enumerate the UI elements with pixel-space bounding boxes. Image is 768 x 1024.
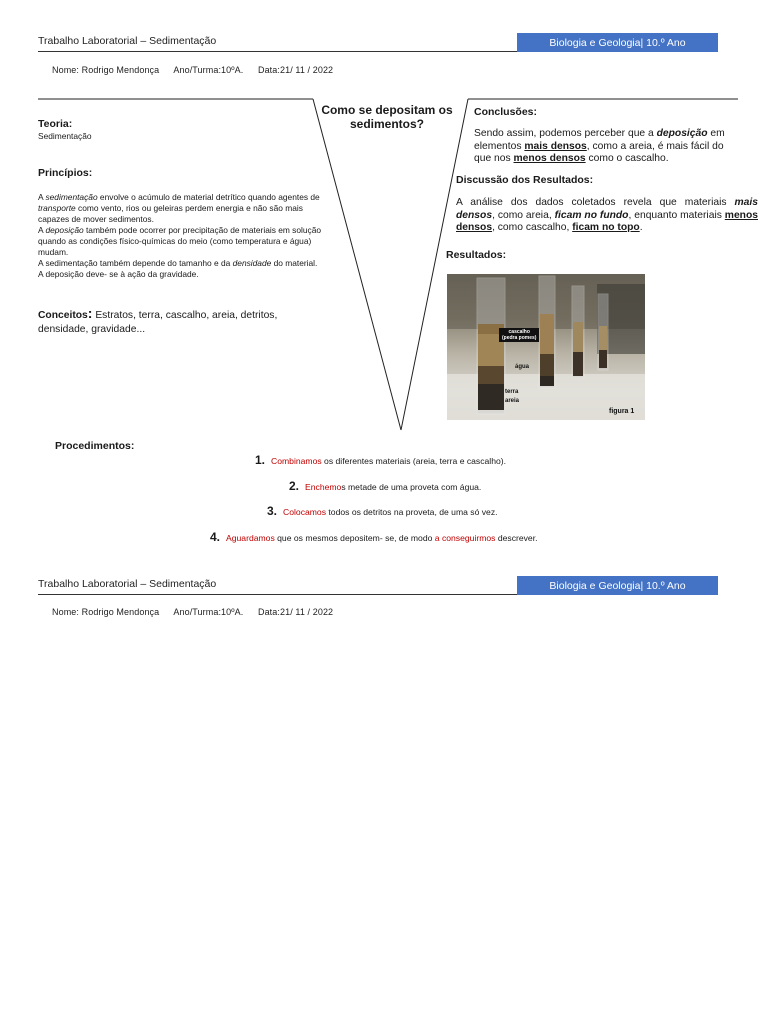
- teoria-topic: Sedimentação: [38, 131, 92, 141]
- conceitos: Conceitos: Estratos, terra, cascalho, areia, detritos, densidade, gravidade...: [38, 305, 278, 335]
- student-class: Ano/Turma:10ºA.: [173, 607, 244, 617]
- principios-text: [38, 192, 323, 280]
- subject-badge: Biologia e Geologia| 10.º Ano: [517, 33, 718, 52]
- central-question: Como se depositam os sedimentos?: [321, 103, 453, 131]
- procedure-step-2: 2. Enchemos metade de uma proveta com água.: [289, 479, 482, 493]
- cylinders-illustration: [447, 274, 645, 420]
- conceitos-heading: Conceitos: [38, 310, 88, 321]
- discussao-text: A análise dos dados coletados revela que materiais mais densos, como areia, ficam no fundo, enquanto materiais menos densos, como cascalho, ficam no topo.: [456, 197, 758, 233]
- header-rule-page2: [38, 594, 518, 595]
- figure-caption: figura 1: [609, 408, 635, 415]
- student-info-page2: [52, 607, 345, 617]
- v-left-arm: [313, 99, 401, 430]
- student-name: Nome: Rodrigo Mendonça: [52, 65, 160, 75]
- header-title: Trabalho Laboratorial – Sedimentação: [38, 35, 217, 47]
- label-agua: água: [515, 364, 530, 370]
- student-name: Nome: Rodrigo Mendonça: [52, 607, 160, 617]
- conclusoes-heading: Conclusões:: [474, 106, 538, 118]
- procedure-step-3: 3. Colocamos todos os detritos na proveta, de uma só vez.: [267, 504, 498, 518]
- report-date: Data:21/ 11 / 2022: [257, 65, 334, 75]
- principios-p2: A deposição também pode ocorrer por precipitação de materiais em solução quando as condições físico-químicas do meio (como temperatura e água) mudam.: [38, 225, 322, 257]
- resultados-heading: Resultados:: [446, 249, 507, 261]
- results-photo: [447, 274, 645, 420]
- procedure-step-4: 4. Aguardamos que os mesmos depositem- se, de modo a conseguirmos descrever.: [210, 530, 538, 544]
- discussao-heading: Discussão dos Resultados:: [456, 174, 594, 186]
- teoria-heading: Teoria:: [38, 118, 73, 130]
- procedure-step-1: 1. Combinamos os diferentes materiais (areia, terra e cascalho).: [255, 453, 507, 467]
- conceitos-text: Estratos, terra, cascalho, areia, detritos, densidade, gravidade...: [38, 310, 278, 335]
- principios-p1: A sedimentação envolve o acúmulo de material detrítico quando agentes de transporte como vento, rios ou geleiras perdem energia e não são mais capazes de mover sedimentos.: [38, 192, 320, 224]
- header-title-page2: Trabalho Laboratorial – Sedimentação: [38, 578, 217, 590]
- principios-p3: A sedimentação também depende do tamanho e da densidade do material.: [38, 258, 318, 268]
- conclusoes-text: Sendo assim, podemos perceber que a deposição em elementos mais densos, como a areia, é mais fácil do que nos menos densos como o cascalho.: [474, 128, 725, 164]
- report-date: Data:21/ 11 / 2022: [257, 607, 334, 617]
- procedimentos-heading: Procedimentos:: [55, 440, 135, 452]
- subject-badge-page2: Biologia e Geologia| 10.º Ano: [517, 576, 718, 595]
- label-cascalho: cascalho (pedra pomes): [499, 328, 539, 342]
- label-terra-areia: terra areia: [505, 389, 520, 404]
- student-class: Ano/Turma:10ºA.: [173, 65, 244, 75]
- principios-heading: Princípios:: [38, 167, 93, 179]
- principios-p4: A deposição deve- se à ação da gravidade.: [38, 269, 199, 279]
